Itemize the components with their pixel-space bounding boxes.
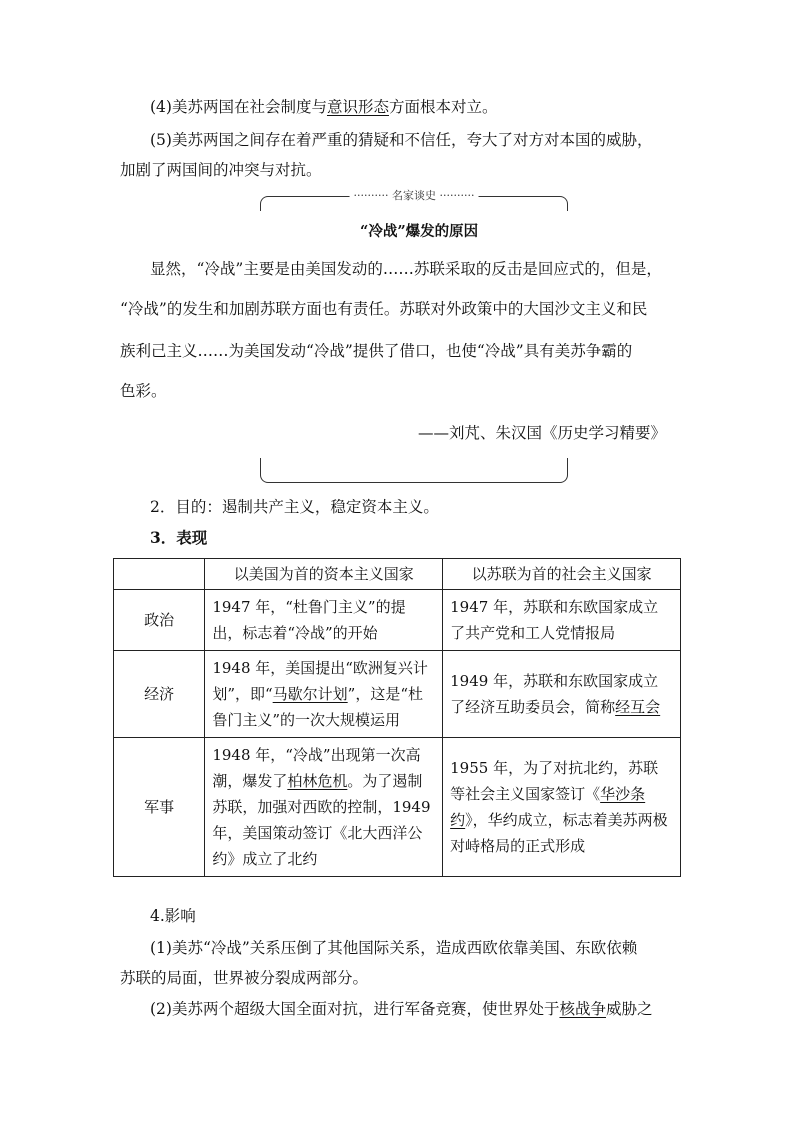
table-row — [114, 651, 681, 738]
header-cell-empty — [114, 559, 205, 590]
item-3-heading: 3．表现 — [150, 528, 208, 547]
sidebar-source: ——刘芃、朱汉国《历史学习精要》 — [418, 424, 667, 442]
ussr-cell: 1947 年，苏联和东欧国家成立了共产党和工人党情报局 — [443, 590, 681, 651]
us-cell: 1947 年，“杜鲁门主义”的提出，标志着“冷战”的开始 — [205, 590, 443, 651]
sidebar-box-label: ·········· 名家谈史 ·········· — [350, 188, 479, 204]
underlined-term: 意识形态 — [326, 98, 389, 116]
underlined-term: 经互会 — [615, 698, 661, 716]
underlined-term: 马歇尔计划 — [272, 685, 348, 703]
sidebar-line-1: 显然，“冷战”主要是由美国发动的……苏联采取的反击是回应式的，但是， — [150, 260, 662, 278]
sidebar-line-2: “冷战”的发生和加剧苏联方面也有责任。苏联对外政策中的大国沙文主义和民 — [120, 300, 648, 318]
impact-1-line-2: 苏联的局面，世界被分裂成两部分。 — [120, 969, 369, 987]
header-cell-ussr: 以苏联为首的社会主义国家 — [443, 559, 681, 590]
us-cell: 1948 年，美国提出“欧洲复兴计划”，即“马歇尔计划”，这是“杜鲁门主义”的一次大规模运用 — [205, 651, 443, 738]
row-category: 经济 — [114, 651, 205, 738]
row-category: 政治 — [114, 590, 205, 651]
underlined-term: 核战争 — [559, 1000, 606, 1018]
sidebar-title: “冷战”爆发的原因 — [360, 223, 479, 240]
sidebar-line-4: 色彩。 — [120, 382, 167, 400]
comparison-table — [113, 558, 681, 877]
header-cell-us: 以美国为首的资本主义国家 — [205, 559, 443, 590]
table-row — [114, 738, 681, 877]
table-header-row — [114, 559, 681, 590]
underlined-term: 华沙条约 — [450, 785, 646, 829]
ussr-cell: 1955 年，为了对抗北约，苏联等社会主义国家签订《华沙条约》，华约成立，标志着美苏两极对峙格局的正式形成 — [443, 738, 681, 877]
ussr-cell: 1949 年，苏联和东欧国家成立了经济互助委员会，简称经互会 — [443, 651, 681, 738]
impact-1-line-1: (1)美苏“冷战”关系压倒了其他国际关系，造成西欧依靠美国、东欧依赖 — [150, 939, 638, 957]
paragraph-5-line-1: (5)美苏两国之间存在着严重的猜疑和不信任，夸大了对方对本国的威胁， — [150, 131, 653, 149]
sidebar-line-3: 族利己主义……为美国发动“冷战”提供了借口，也使“冷战”具有美苏争霸的 — [120, 342, 633, 360]
us-cell: 1948 年，“冷战”出现第一次高潮，爆发了柏林危机。为了遏制苏联，加强对西欧的控制，1949 年，美国策动签订《北大西洋公约》成立了北约 — [205, 738, 443, 877]
table-row — [114, 590, 681, 651]
underlined-term: 柏林危机 — [287, 772, 348, 790]
impact-2-line-1: (2)美苏两个超级大国全面对抗，进行军备竞赛，使世界处于核战争威胁之 — [150, 1000, 653, 1018]
paragraph-5-line-2: 加剧了两国间的冲突与对抗。 — [120, 161, 322, 179]
item-4-heading: 4.影响 — [150, 907, 196, 925]
paragraph-4: (4)美苏两国在社会制度与意识形态方面根本对立。 — [150, 98, 498, 116]
row-category: 军事 — [114, 738, 205, 877]
sidebar-box-bottom — [260, 458, 568, 483]
sidebar-box-top — [260, 189, 568, 211]
item-2-purpose: 2．目的：遏制共产主义，稳定资本主义。 — [150, 498, 439, 516]
